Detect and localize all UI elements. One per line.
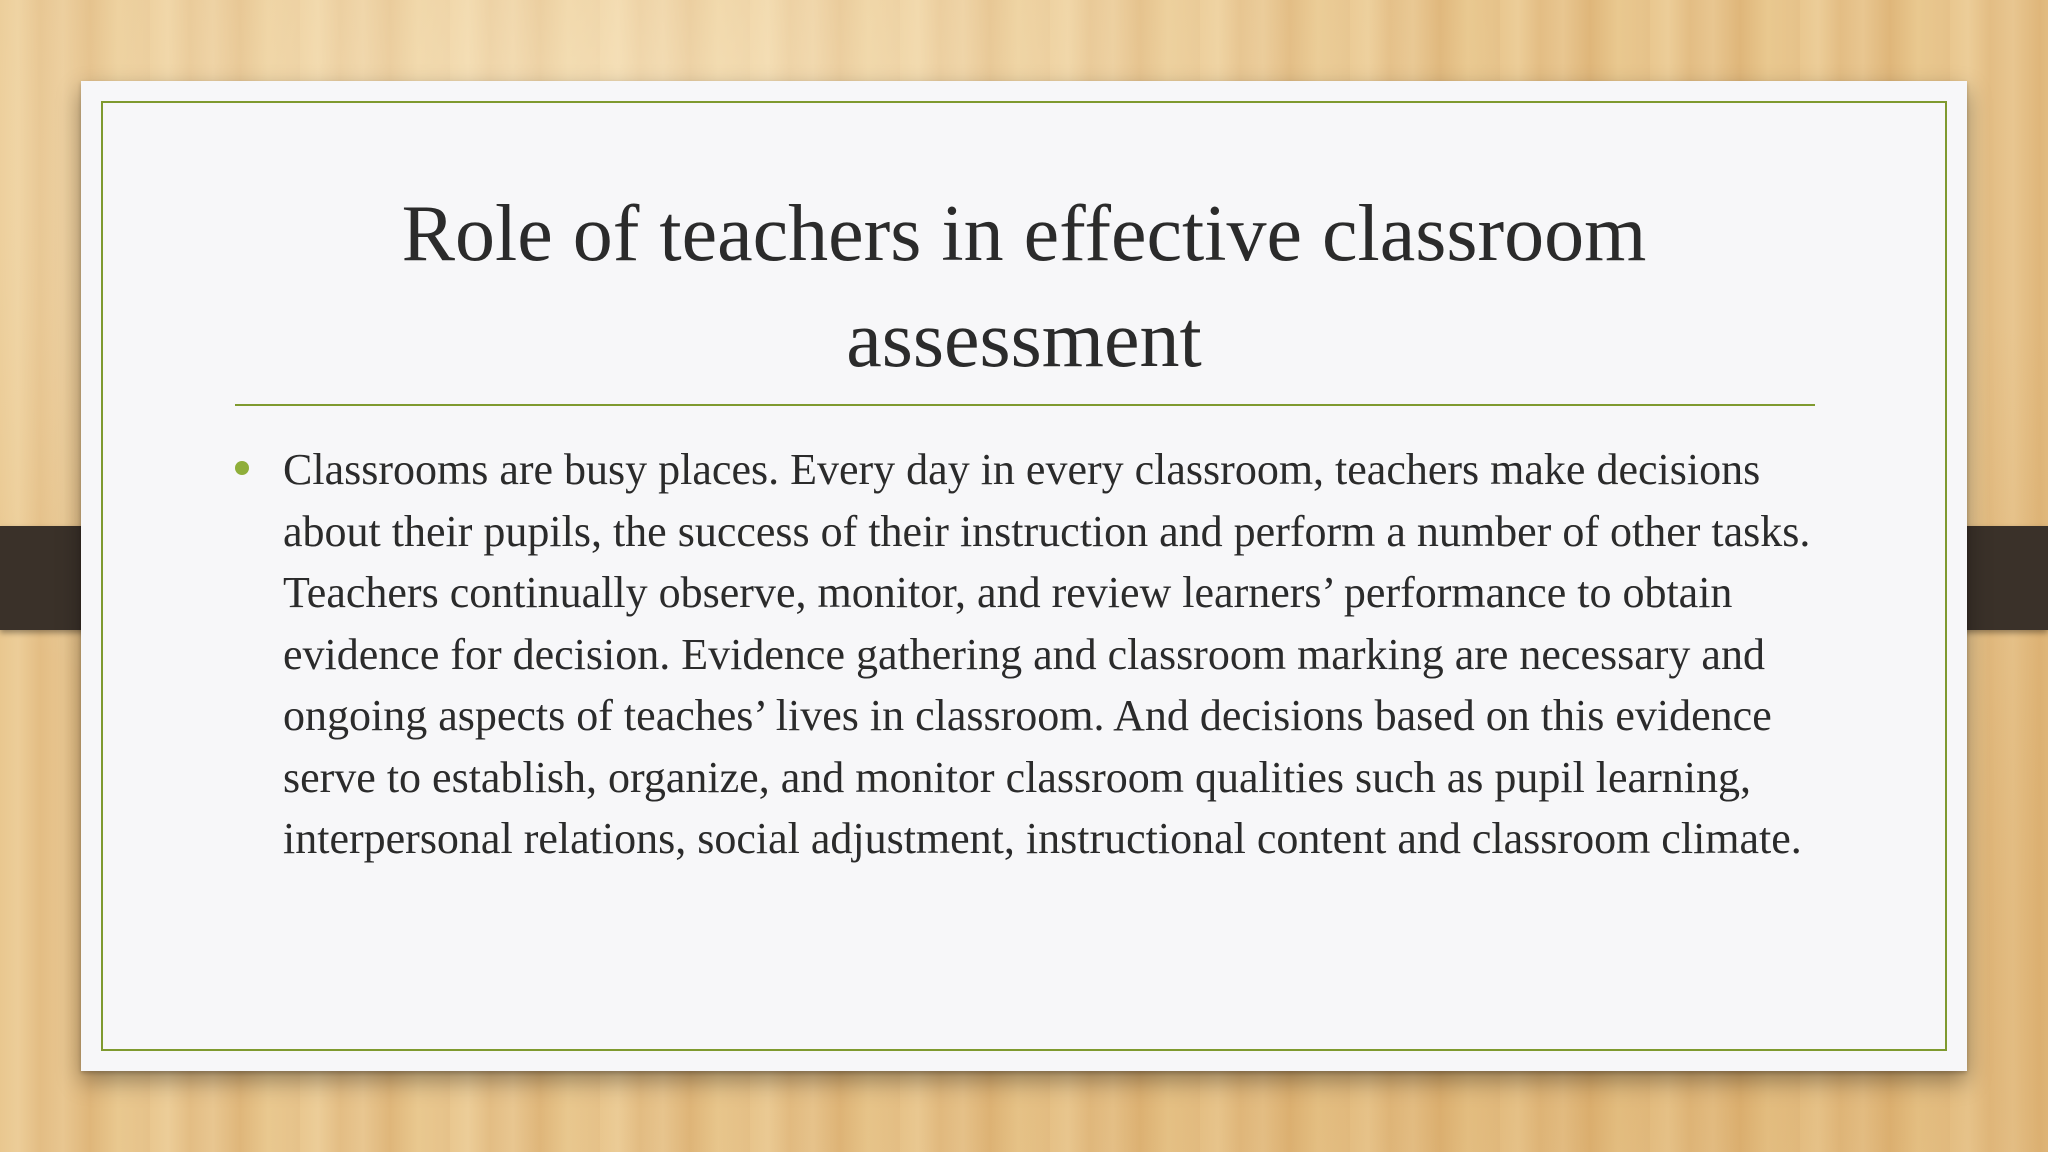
title-divider [235, 404, 1815, 406]
bullet-item [235, 439, 1867, 870]
bullet-list [235, 439, 1867, 870]
bullet-text: Classrooms are busy places. Every day in every classroom, teachers make decisions about their pupils, the success of their instruction and perform a number of other tasks. Teachers continually observe, monitor, and review learners’ performance to obtain evidence for decision. Evidence gathering and classroom marking are necessary and ongoing aspects of teaches’ lives in classroom. And decisions based on this evidence serve to establish, organize, and monitor classroom qualities such as pupil learning, interpersonal relations, social adjustment, instructional content and classroom climate. [283, 445, 1811, 863]
bullet-dot-icon [235, 461, 249, 475]
slide-card [81, 81, 1967, 1071]
slide-title: Role of teachers in effective classroom assessment [401, 190, 1647, 384]
